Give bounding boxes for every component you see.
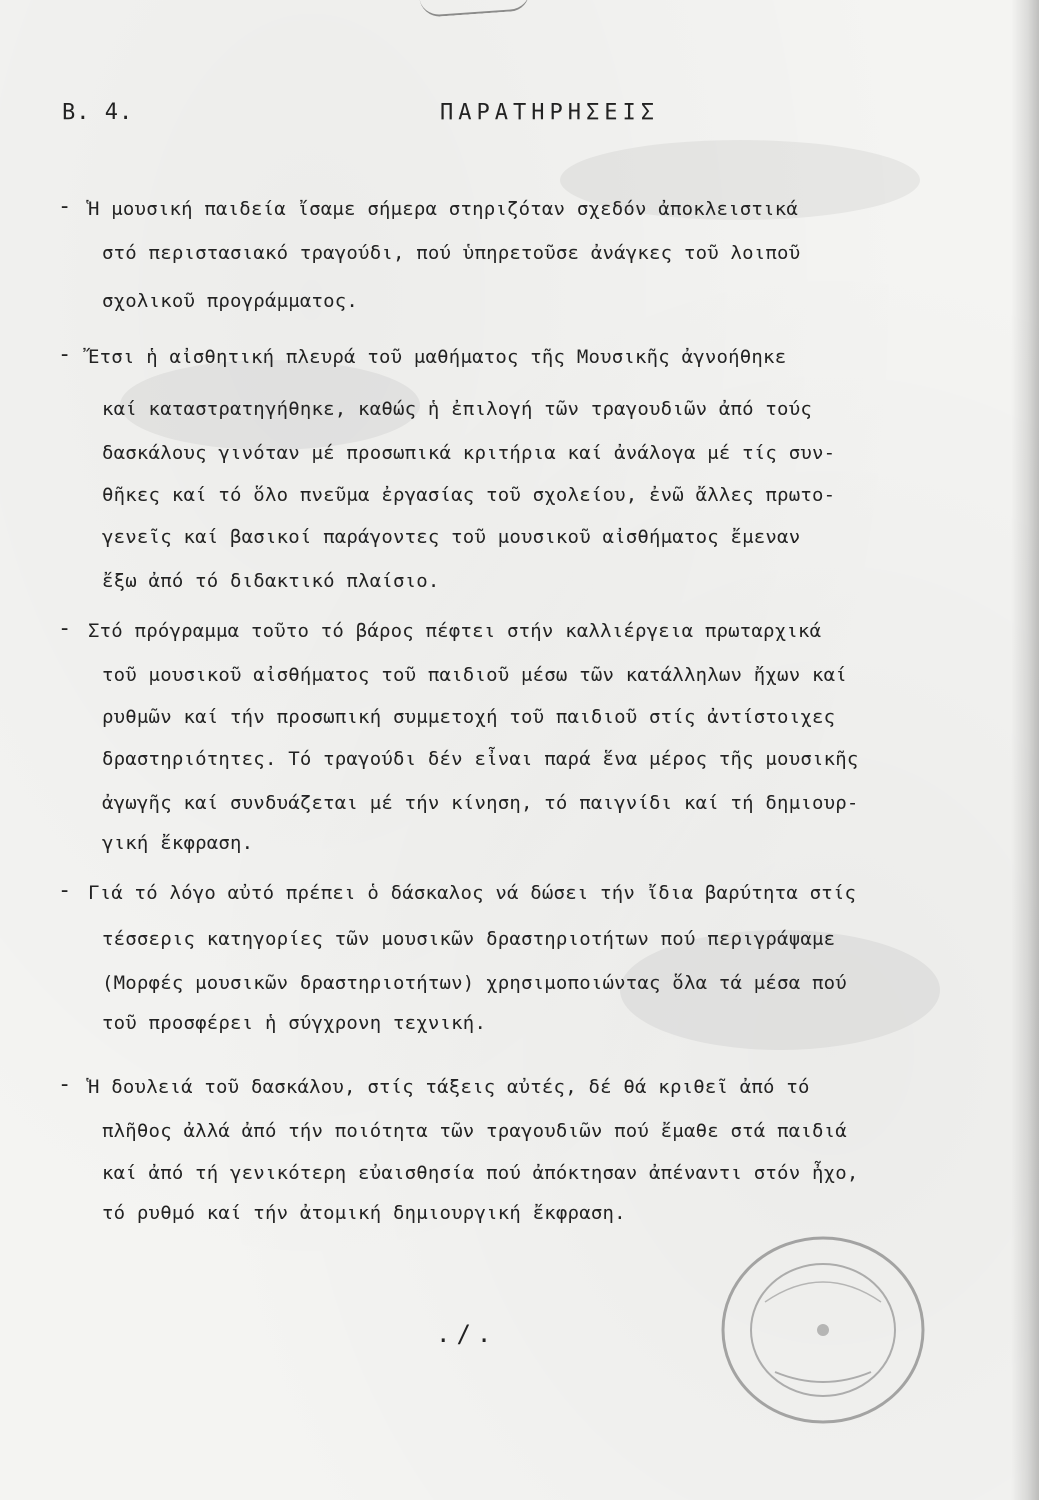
text-line: ρυθμῶν καί τήν προσωπική συμμετοχή τοῦ παιδιοῦ στίς ἀντίστοιχες — [102, 706, 836, 728]
text-line: θῆκες καί τό ὅλο πνεῦμα ἐργασίας τοῦ σχολείου, ἐνῶ ἄλλες πρωτο- — [102, 484, 836, 506]
text-line: δασκάλους γινόταν μέ προσωπικά κριτήρια καί ἀνάλογα μέ τίς συν- — [102, 442, 836, 464]
text-line: (Μορφές μουσικῶν δραστηριοτήτων) χρησιμοποιώντας ὅλα τά μέσα πού — [102, 972, 847, 994]
text-line: ἔξω ἀπό τό διδακτικό πλαίσιο. — [102, 570, 440, 592]
section-code: Β. 4. — [62, 100, 134, 125]
text-line: Ἡ μουσική παιδεία ἴσαμε σήμερα στηριζόταν σχεδόν ἀποκλειστικά — [88, 198, 798, 220]
text-line: τοῦ προσφέρει ἡ σύγχρονη τεχνική. — [102, 1012, 487, 1034]
text-line: τοῦ μουσικοῦ αἰσθήματος τοῦ παιδιοῦ μέσω τῶν κατάλληλων ἤχων καί — [102, 664, 847, 686]
text-line: τό ρυθμό καί τήν ἀτομική δημιουργική ἔκφραση. — [102, 1202, 626, 1224]
text-line: καί ἀπό τή γενικότερη εὐαισθησία πού ἀπόκτησαν ἀπέναντι στόν ἦχο, — [102, 1162, 859, 1184]
text-line: Ἡ δουλειά τοῦ δασκάλου, στίς τάξεις αὐτές, δέ θά κριθεῖ ἀπό τό — [88, 1076, 810, 1098]
text-line: Γιά τό λόγο αὐτό πρέπει ὁ δάσκαλος νά δώσει τήν ἴδια βαρύτητα στίς — [88, 882, 857, 904]
bullet-dash: - — [58, 194, 72, 219]
handwritten-page-mark — [419, 0, 530, 18]
end-mark: ./. — [436, 1320, 498, 1348]
text-line: Στό πρόγραμμα τοῦτο τό βάρος πέφτει στήν καλλιέργεια πρωταρχικά — [88, 620, 822, 642]
text-line: γική ἔκφραση. — [102, 832, 254, 854]
library-stamp — [705, 1222, 935, 1432]
text-line: τέσσερις κατηγορίες τῶν μουσικῶν δραστηριοτήτων πού περιγράψαμε — [102, 928, 836, 950]
bullet-dash: - — [58, 616, 72, 641]
text-line: σχολικοῦ προγράμματος. — [102, 290, 359, 312]
text-line: καί καταστρατηγήθηκε, καθώς ἡ ἐπιλογή τῶν τραγουδιῶν ἀπό τούς — [102, 398, 812, 420]
text-line: δραστηριότητες. Τό τραγούδι δέν εἶναι παρά ἕνα μέρος τῆς μουσικῆς — [102, 748, 859, 770]
text-line: πλῆθος ἀλλά ἀπό τήν ποιότητα τῶν τραγουδιῶν πού ἔμαθε στά παιδιά — [102, 1120, 847, 1142]
bullet-dash: - — [58, 342, 72, 367]
bullet-dash: - — [58, 878, 72, 903]
page-title: ΠΑΡΑΤΗΡΗΣΕΙΣ — [440, 100, 659, 125]
bullet-dash: - — [58, 1072, 72, 1097]
text-line: ἀγωγῆς καί συνδυάζεται μέ τήν κίνηση, τό παιγνίδι καί τή δημιουρ- — [102, 792, 859, 814]
page-edge-shadow — [1011, 0, 1039, 1500]
text-line: στό περιστασιακό τραγούδι, πού ὑπηρετοῦσε ἀνάγκες τοῦ λοιποῦ — [102, 242, 801, 264]
text-line: Ἔτσι ἡ αἰσθητική πλευρά τοῦ μαθήματος τῆς Μουσικῆς ἀγνοήθηκε — [88, 346, 787, 368]
text-line: γενεῖς καί βασικοί παράγοντες τοῦ μουσικοῦ αἰσθήματος ἔμεναν — [102, 526, 801, 548]
